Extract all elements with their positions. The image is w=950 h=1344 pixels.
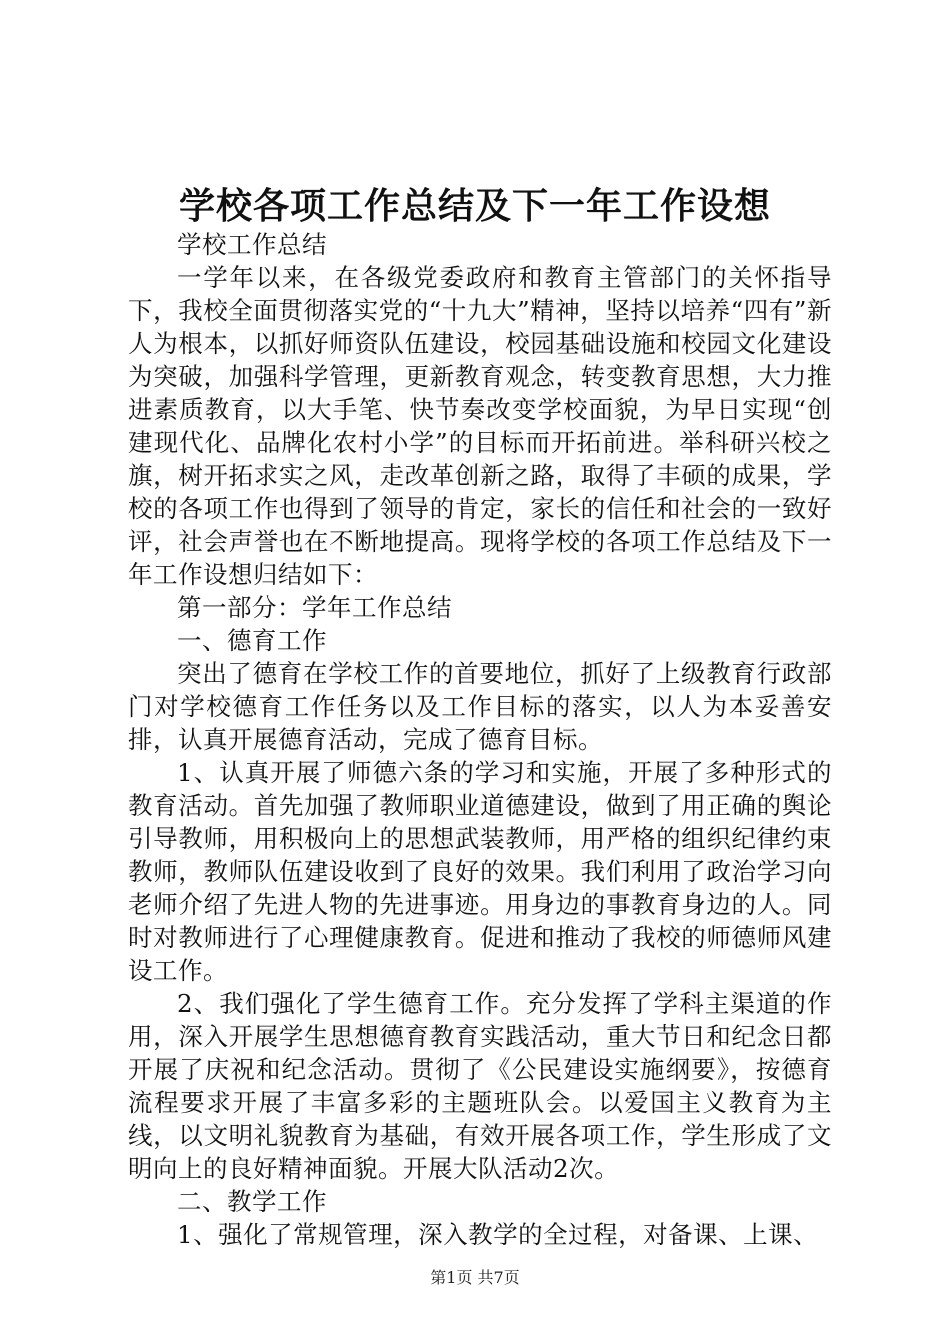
paragraph: 1、认真开展了师德六条的学习和实施，开展了多种形式的教育活动。首先加强了教师职业道德建设，做到了用正确的舆论引导教师，用积极向上的思想武装教师，用严格的组织纪律约束教师，教师队伍建设收到了良好的效果。我们利用了政治学习向老师介绍了先进人物的先进事迹。用身边的事教育身边的人。同时对教师进行了心理健康教育。促进和推动了我校的师德师风建设工作。 [128, 758, 832, 985]
paragraph: 一学年以来，在各级党委政府和教育主管部门的关怀指导下，我校全面贯彻落实党的“十九大”精神，坚持以培养“四有”新人为根本，以抓好师资队伍建设，校园基础设施和校园文化建设为突破，加强科学管理，更新教育观念，转变教育思想，大力推进素质教育，以大手笔、快节奏改变学校面貌，为早日实现“创建现代化、品牌化农村小学”的目标而开拓前进。举科研兴校之旗，树开拓求实之风，走改革创新之路，取得了丰硕的成果，学校的各项工作也得到了领导的肯定，家长的信任和社会的一致好评，社会声誉也在不断地提高。现将学校的各项工作总结及下一年工作设想归结如下： [128, 263, 832, 589]
section-heading: 第一部分：学年工作总结 [177, 593, 452, 622]
document-body [128, 228, 832, 1251]
section-heading: 学校工作总结 [177, 230, 327, 259]
paragraph: 突出了德育在学校工作的首要地位，抓好了上级教育行政部门对学校德育工作任务以及工作目标的落实，以人为本妥善安排，认真开展德育活动，完成了德育目标。 [128, 659, 832, 754]
section-heading: 一、德育工作 [177, 626, 327, 655]
paragraph: 2、我们强化了学生德育工作。充分发挥了学科主渠道的作用，深入开展学生思想德育教育实践活动，重大节日和纪念日都开展了庆祝和纪念活动。贯彻了《公民建设实施纲要》，按德育流程要求开展了丰富多彩的主题班队会。以爱国主义教育为主线，以文明礼貌教育为基础，有效开展各项工作，学生形成了文明向上的良好精神面貌。开展大队活动2次。 [128, 989, 832, 1183]
page-title: 学校各项工作总结及下一年工作设想 [178, 185, 771, 227]
paragraph: 1、强化了常规管理，深入教学的全过程，对备课、上课、 [177, 1220, 819, 1249]
page-number-footer: 第1页 共7页 [430, 1268, 520, 1287]
section-heading: 二、教学工作 [177, 1187, 327, 1216]
